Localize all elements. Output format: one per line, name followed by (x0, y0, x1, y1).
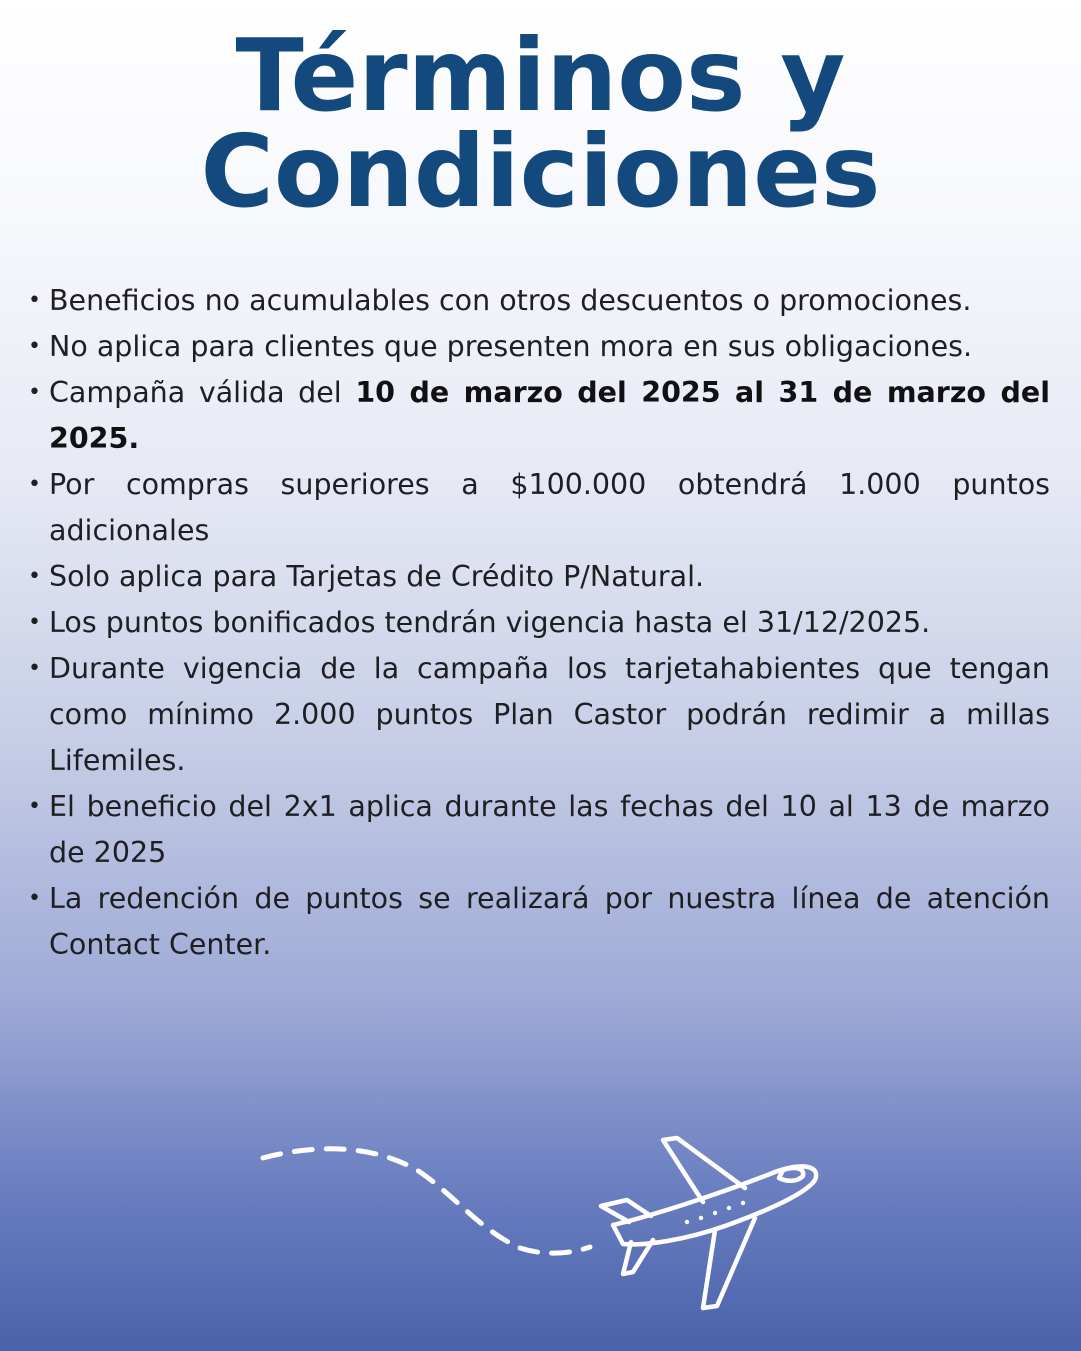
title-line-1: Términos y (235, 17, 846, 134)
page-title (0, 17, 1081, 230)
term-text: Durante vigencia de la campaña los tarjetahabientes que tengan como mínimo 2.000 puntos Plan Castor podrán redimir a millas Lifemiles. (49, 652, 1050, 777)
title-line-2: Condiciones (200, 113, 881, 230)
term-text: Por compras superiores a $100.000 obtendrá 1.000 puntos adicionales (49, 468, 1050, 547)
term-item (26, 278, 1050, 324)
term-text: Solo aplica para Tarjetas de Crédito P/Natural. (49, 560, 705, 593)
plane-illustration (255, 1130, 835, 1320)
term-item (26, 462, 1050, 554)
term-text: Beneficios no acumulables con otros descuentos o promociones. (49, 284, 972, 317)
term-text: No aplica para clientes que presenten mora en sus obligaciones. (49, 330, 973, 363)
campaign-dates: 10 de marzo del 2025 al 31 de marzo del 2025. (49, 376, 1050, 455)
term-item (26, 370, 1050, 462)
airplane-icon (601, 1138, 816, 1308)
term-text: El beneficio del 2x1 aplica durante las fechas del 10 al 13 de marzo de 2025 (49, 790, 1050, 869)
term-text: La redención de puntos se realizará por nuestra línea de atención Contact Center. (49, 882, 1050, 961)
term-text: Campaña válida del (49, 376, 356, 409)
term-item (26, 554, 1050, 600)
term-item (26, 646, 1050, 784)
terms-list (26, 278, 1050, 968)
dashed-flight-path (263, 1149, 590, 1253)
term-item (26, 600, 1050, 646)
term-item (26, 876, 1050, 968)
term-item (26, 784, 1050, 876)
term-item (26, 324, 1050, 370)
term-text: Los puntos bonificados tendrán vigencia hasta el 31/12/2025. (49, 606, 931, 639)
